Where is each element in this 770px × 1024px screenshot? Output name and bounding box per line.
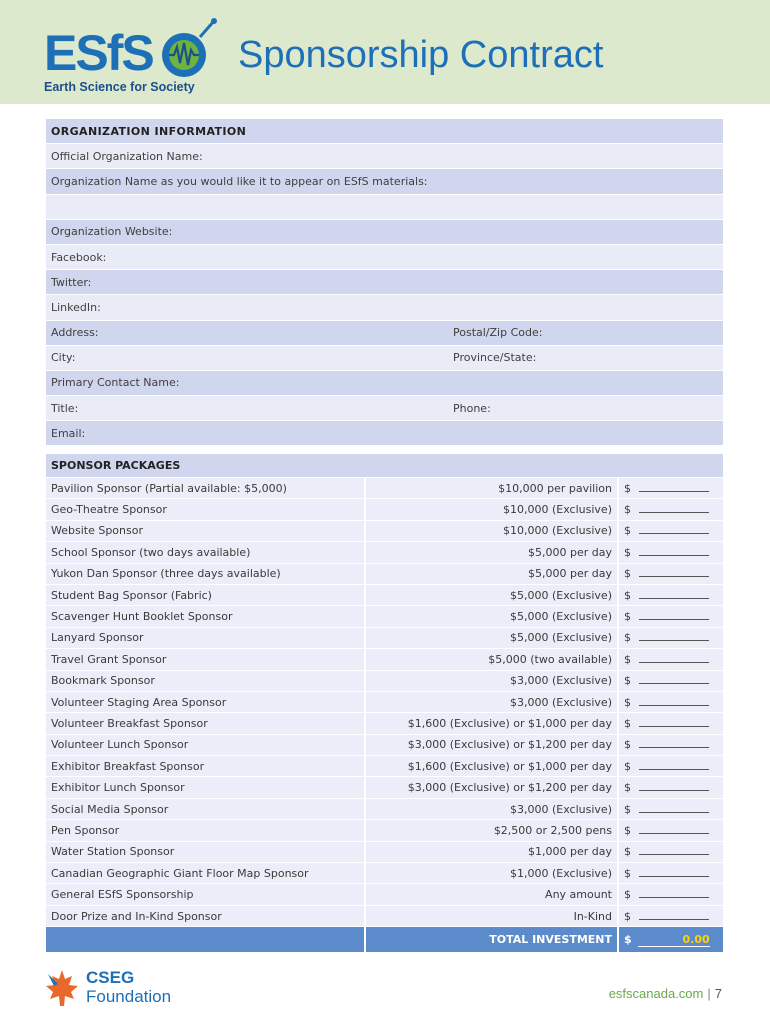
- amount-blank-line[interactable]: [639, 825, 709, 834]
- package-name: Exhibitor Breakfast Sponsor: [46, 756, 366, 777]
- esfs-logo: [44, 14, 234, 96]
- package-price: $2,500 or 2,500 pens: [366, 820, 619, 841]
- package-row: [46, 777, 723, 798]
- amount-entry[interactable]: [619, 906, 723, 927]
- globe-seismograph-icon: [156, 17, 218, 83]
- phone-field[interactable]: Phone:: [448, 396, 723, 421]
- total-spacer: [46, 927, 366, 953]
- amount-entry[interactable]: [619, 713, 723, 734]
- amount-blank-line[interactable]: [639, 611, 709, 620]
- amount-blank-line[interactable]: [639, 547, 709, 556]
- amount-entry[interactable]: [619, 521, 723, 542]
- total-investment-row: [46, 927, 723, 953]
- package-row: [46, 799, 723, 820]
- amount-blank-line[interactable]: [639, 675, 709, 684]
- package-price: $1,600 (Exclusive) or $1,000 per day: [366, 756, 619, 777]
- amount-blank-line[interactable]: [639, 632, 709, 641]
- package-name: Door Prize and In-Kind Sponsor: [46, 906, 366, 927]
- package-name: Volunteer Staging Area Sponsor: [46, 692, 366, 713]
- currency-symbol: $: [624, 781, 631, 795]
- package-price: $5,000 (Exclusive): [366, 606, 619, 627]
- package-name: Student Bag Sponsor (Fabric): [46, 585, 366, 606]
- postal-code-field[interactable]: Postal/Zip Code:: [448, 321, 723, 346]
- currency-symbol: $: [624, 759, 631, 773]
- packages-section-heading: SPONSOR PACKAGES: [46, 454, 723, 478]
- package-name: Water Station Sponsor: [46, 842, 366, 863]
- package-row: [46, 863, 723, 884]
- package-name: Pen Sponsor: [46, 820, 366, 841]
- total-label: TOTAL INVESTMENT: [366, 927, 619, 953]
- currency-symbol: $: [624, 481, 631, 495]
- amount-entry[interactable]: [619, 649, 723, 670]
- page-number: 7: [714, 986, 722, 1001]
- currency-symbol: $: [624, 631, 631, 645]
- package-name: Yukon Dan Sponsor (three days available): [46, 564, 366, 585]
- package-row: [46, 606, 723, 627]
- package-row: [46, 521, 723, 542]
- amount-entry[interactable]: [619, 564, 723, 585]
- package-price: $5,000 (two available): [366, 649, 619, 670]
- footer-org-line1: CSEG: [86, 968, 135, 987]
- package-price: $3,000 (Exclusive) or $1,200 per day: [366, 735, 619, 756]
- package-name: Lanyard Sponsor: [46, 628, 366, 649]
- package-price: $5,000 (Exclusive): [366, 628, 619, 649]
- package-row: [46, 756, 723, 777]
- package-price: $3,000 (Exclusive) or $1,200 per day: [366, 777, 619, 798]
- package-name: General ESfS Sponsorship: [46, 884, 366, 905]
- total-currency: $: [624, 932, 632, 946]
- package-price: $10,000 per pavilion: [366, 478, 619, 499]
- address-field[interactable]: Address:: [46, 321, 448, 346]
- facebook-field[interactable]: Facebook:: [46, 245, 723, 270]
- package-row: [46, 735, 723, 756]
- linkedin-field[interactable]: LinkedIn:: [46, 295, 723, 320]
- amount-entry[interactable]: [619, 820, 723, 841]
- package-price: $3,000 (Exclusive): [366, 671, 619, 692]
- currency-symbol: $: [624, 738, 631, 752]
- amount-entry[interactable]: [619, 671, 723, 692]
- currency-symbol: $: [624, 545, 631, 559]
- package-name: Scavenger Hunt Booklet Sponsor: [46, 606, 366, 627]
- package-row: [46, 906, 723, 927]
- amount-blank-line[interactable]: [639, 911, 709, 920]
- package-price: $1,000 (Exclusive): [366, 863, 619, 884]
- logo-tagline: Earth Science for Society: [44, 80, 195, 94]
- amount-blank-line[interactable]: [639, 889, 709, 898]
- amount-entry[interactable]: [619, 585, 723, 606]
- package-price: $10,000 (Exclusive): [366, 499, 619, 520]
- sponsor-packages-table: [46, 454, 723, 953]
- package-row: [46, 585, 723, 606]
- currency-symbol: $: [624, 652, 631, 666]
- package-name: School Sponsor (two days available): [46, 542, 366, 563]
- footer-separator: |: [707, 986, 711, 1001]
- package-name: Bookmark Sponsor: [46, 671, 366, 692]
- package-row: [46, 564, 723, 585]
- amount-blank-line[interactable]: [639, 525, 709, 534]
- currency-symbol: $: [624, 802, 631, 816]
- email-field[interactable]: Email:: [46, 421, 723, 446]
- package-row: [46, 884, 723, 905]
- currency-symbol: $: [624, 845, 631, 859]
- website-field[interactable]: Organization Website:: [46, 220, 723, 245]
- package-name: Geo-Theatre Sponsor: [46, 499, 366, 520]
- cseg-foundation-logo: [44, 966, 194, 1010]
- maple-leaf-icon: [44, 968, 80, 1008]
- primary-contact-field[interactable]: Primary Contact Name:: [46, 371, 723, 396]
- display-name-blank-line[interactable]: [46, 195, 723, 220]
- package-row: [46, 478, 723, 499]
- amount-entry[interactable]: [619, 606, 723, 627]
- package-price: In-Kind: [366, 906, 619, 927]
- amount-entry[interactable]: [619, 692, 723, 713]
- amount-blank-line[interactable]: [639, 868, 709, 877]
- amount-entry[interactable]: [619, 478, 723, 499]
- title-field[interactable]: Title:: [46, 396, 448, 421]
- currency-symbol: $: [624, 695, 631, 709]
- package-price: $5,000 (Exclusive): [366, 585, 619, 606]
- currency-symbol: $: [624, 716, 631, 730]
- currency-symbol: $: [624, 610, 631, 624]
- package-price: $3,000 (Exclusive): [366, 692, 619, 713]
- twitter-field[interactable]: Twitter:: [46, 270, 723, 295]
- amount-blank-line[interactable]: [639, 718, 709, 727]
- amount-entry[interactable]: [619, 799, 723, 820]
- package-price: $1,000 per day: [366, 842, 619, 863]
- page-title: Sponsorship Contract: [238, 34, 604, 76]
- package-row: [46, 842, 723, 863]
- footer-org-line2: Foundation: [86, 987, 172, 1006]
- currency-symbol: $: [624, 524, 631, 538]
- package-price: $5,000 per day: [366, 564, 619, 585]
- package-row: [46, 649, 723, 670]
- package-name: Travel Grant Sponsor: [46, 649, 366, 670]
- organization-info-table: [46, 119, 723, 446]
- currency-symbol: $: [624, 567, 631, 581]
- package-name: Volunteer Breakfast Sponsor: [46, 713, 366, 734]
- package-row: [46, 628, 723, 649]
- page-header: [0, 0, 770, 104]
- amount-entry[interactable]: [619, 842, 723, 863]
- package-price: Any amount: [366, 884, 619, 905]
- package-row: [46, 499, 723, 520]
- footer-url-link[interactable]: esfscanada.com: [608, 986, 704, 1001]
- currency-symbol: $: [624, 888, 631, 902]
- official-name-field[interactable]: Official Organization Name:: [46, 144, 723, 169]
- total-value[interactable]: 0.00: [638, 933, 710, 947]
- package-row: [46, 692, 723, 713]
- package-name: Social Media Sponsor: [46, 799, 366, 820]
- amount-blank-line[interactable]: [639, 590, 709, 599]
- currency-symbol: $: [624, 866, 631, 880]
- amount-blank-line[interactable]: [639, 697, 709, 706]
- package-row: [46, 820, 723, 841]
- org-section-heading: ORGANIZATION INFORMATION: [46, 119, 723, 144]
- currency-symbol: $: [624, 674, 631, 688]
- footer-page-info: [609, 986, 722, 1001]
- currency-symbol: $: [624, 823, 631, 837]
- amount-entry[interactable]: [619, 863, 723, 884]
- province-field[interactable]: Province/State:: [448, 346, 723, 371]
- city-field[interactable]: City:: [46, 346, 448, 371]
- amount-entry[interactable]: [619, 542, 723, 563]
- package-row: [46, 671, 723, 692]
- amount-blank-line[interactable]: [639, 654, 709, 663]
- amount-entry[interactable]: [619, 735, 723, 756]
- total-amount[interactable]: [619, 927, 723, 953]
- package-price: $1,600 (Exclusive) or $1,000 per day: [366, 713, 619, 734]
- amount-entry[interactable]: [619, 777, 723, 798]
- package-name: Exhibitor Lunch Sponsor: [46, 777, 366, 798]
- amount-entry[interactable]: [619, 884, 723, 905]
- package-name: Volunteer Lunch Sponsor: [46, 735, 366, 756]
- amount-blank-line[interactable]: [639, 846, 709, 855]
- amount-blank-line[interactable]: [639, 504, 709, 513]
- display-name-field[interactable]: Organization Name as you would like it to appear on ESfS materials:: [46, 169, 723, 194]
- amount-blank-line[interactable]: [639, 804, 709, 813]
- amount-entry[interactable]: [619, 628, 723, 649]
- package-row: [46, 542, 723, 563]
- package-price: $10,000 (Exclusive): [366, 521, 619, 542]
- currency-symbol: $: [624, 503, 631, 517]
- amount-blank-line[interactable]: [639, 761, 709, 770]
- logo-wordmark: ESfS: [44, 25, 153, 81]
- currency-symbol: $: [624, 588, 631, 602]
- currency-symbol: $: [624, 909, 631, 923]
- amount-entry[interactable]: [619, 756, 723, 777]
- amount-blank-line[interactable]: [639, 739, 709, 748]
- amount-blank-line[interactable]: [639, 782, 709, 791]
- amount-entry[interactable]: [619, 499, 723, 520]
- package-price: $5,000 per day: [366, 542, 619, 563]
- package-name: Pavilion Sponsor (Partial available: $5,000): [46, 478, 366, 499]
- amount-blank-line[interactable]: [639, 568, 709, 577]
- package-price: $3,000 (Exclusive): [366, 799, 619, 820]
- package-name: Canadian Geographic Giant Floor Map Sponsor: [46, 863, 366, 884]
- package-name: Website Sponsor: [46, 521, 366, 542]
- amount-blank-line[interactable]: [639, 483, 709, 492]
- package-row: [46, 713, 723, 734]
